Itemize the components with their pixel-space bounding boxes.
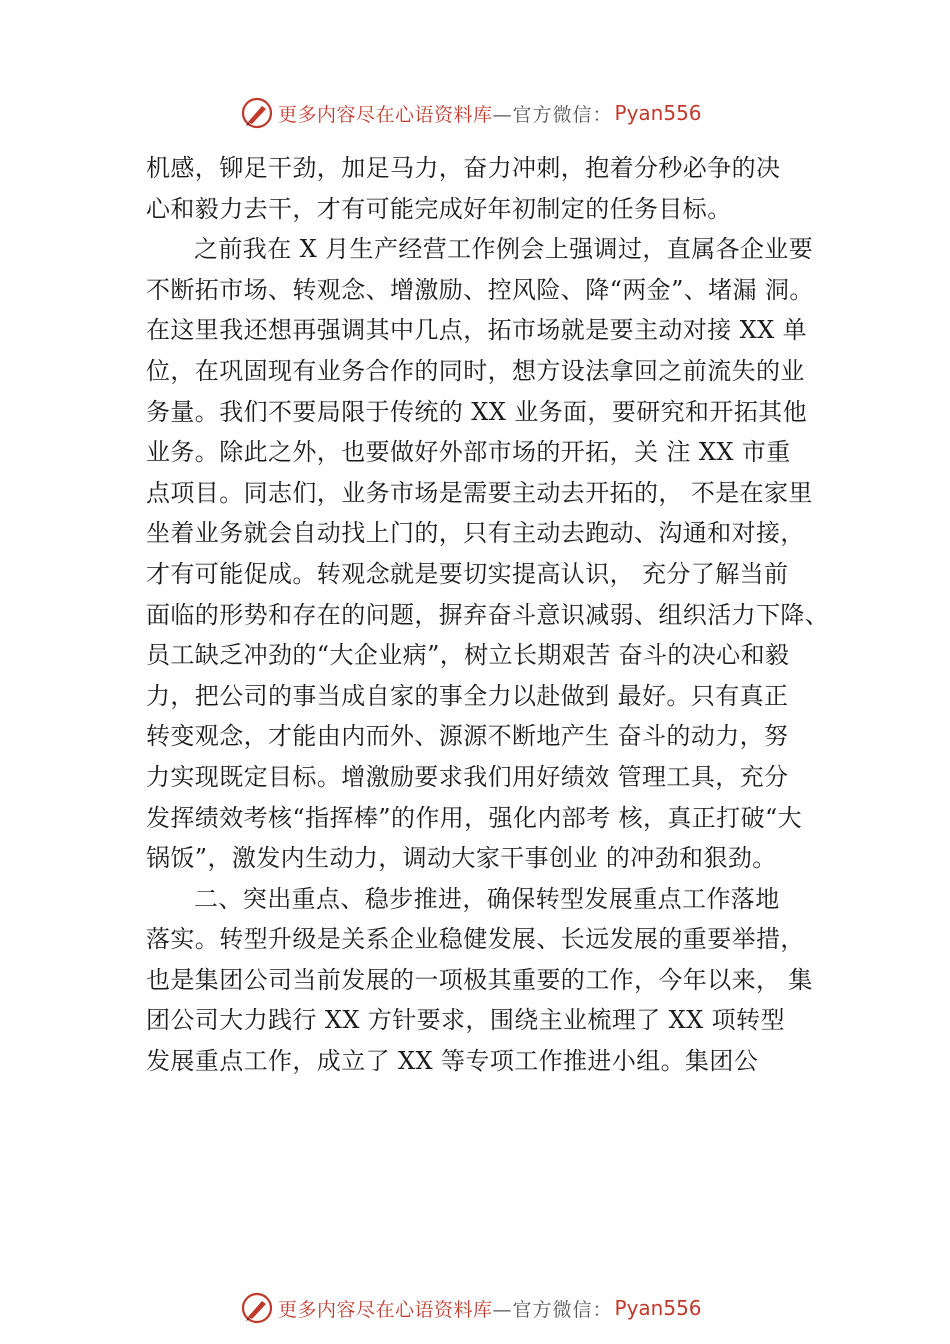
site-name: 更多内容尽在心语资料库 xyxy=(278,103,493,126)
text-line: 落实。转型升级是关系企业稳健发展、长远发展的重要举措， xyxy=(146,925,805,954)
text-line: 面临的形势和存在的问题，摒弃奋斗意识减弱、组织活力下降、 xyxy=(146,600,830,629)
text-line: 之前我在 X 月生产经营工作例会上强调过，直属各企业要 xyxy=(194,235,814,264)
wechat-label: —官方微信： xyxy=(492,103,613,126)
text-line: 发挥绩效考核“指挥棒”的作用，强化内部考 核，真正打破“大 xyxy=(146,803,803,832)
text-line: 不断拓市场、转观念、增激励、控风险、降“两金”、堵漏 洞。 xyxy=(146,275,814,304)
wechat-id: Pyan556 xyxy=(614,1296,702,1320)
text-line: 坐着业务就会自动找上门的，只有主动去跑动、沟通和对接， xyxy=(146,519,805,548)
footer-banner xyxy=(240,1291,702,1325)
text-line: 转变观念，才能由内而外、源源不断地产生 奋斗的动力，努 xyxy=(146,722,789,751)
text-line: 在这里我还想再强调其中几点，拓市场就是要主动对接 XX 单 xyxy=(146,316,808,345)
text-line: 务量。我们不要局限于传统的 XX 业务面，要研究和开拓其他 xyxy=(146,397,808,426)
text-line: 点项目。同志们，业务市场是需要主动去开拓的， 不是在家里 xyxy=(146,478,813,507)
document-body xyxy=(146,148,866,1082)
text-line: 位，在巩固现有业务合作的同时，想方设法拿回之前流失的业 xyxy=(146,356,805,385)
text-line: 才有可能促成。转观念就是要切实提高认识， 充分了解当前 xyxy=(146,559,789,588)
pen-logo-icon xyxy=(240,96,274,130)
wechat-id: Pyan556 xyxy=(614,101,702,125)
wechat-label: —官方微信： xyxy=(492,1298,613,1321)
text-line: 业务。除此之外，也要做好外部市场的开拓，关 注 XX 市重 xyxy=(146,438,791,467)
text-line: 力，把公司的事当成自家的事全力以赴做到 最好。只有真正 xyxy=(146,681,789,710)
text-line: 发展重点工作，成立了 XX 等专项工作推进小组。集团公 xyxy=(146,1047,759,1076)
text-line: 机感，铆足干劲，加足马力，奋力冲刺，抱着分秒必争的决 xyxy=(146,154,781,182)
text-line: 锅饭”，激发内生动力，调动大家干事创业 的冲劲和狠劲。 xyxy=(146,844,777,873)
text-line: 二、突出重点、稳步推进，确保转型发展重点工作落地 xyxy=(194,884,780,913)
text-line: 员工缺乏冲劲的“大企业病”，树立长期艰苦 奋斗的决心和毅 xyxy=(146,641,790,670)
header-banner xyxy=(240,96,702,130)
text-line: 心和毅力去干，才有可能完成好年初制定的任务目标。 xyxy=(146,194,732,223)
text-line: 力实现既定目标。增激励要求我们用好绩效 管理工具，充分 xyxy=(146,762,789,791)
site-name: 更多内容尽在心语资料库 xyxy=(278,1298,493,1321)
pen-logo-icon xyxy=(240,1291,274,1325)
text-line: 也是集团公司当前发展的一项极其重要的工作，今年以来， 集 xyxy=(146,965,813,994)
text-line: 团公司大力践行 XX 方针要求，围绕主业梳理了 XX 项转型 xyxy=(146,1006,785,1035)
